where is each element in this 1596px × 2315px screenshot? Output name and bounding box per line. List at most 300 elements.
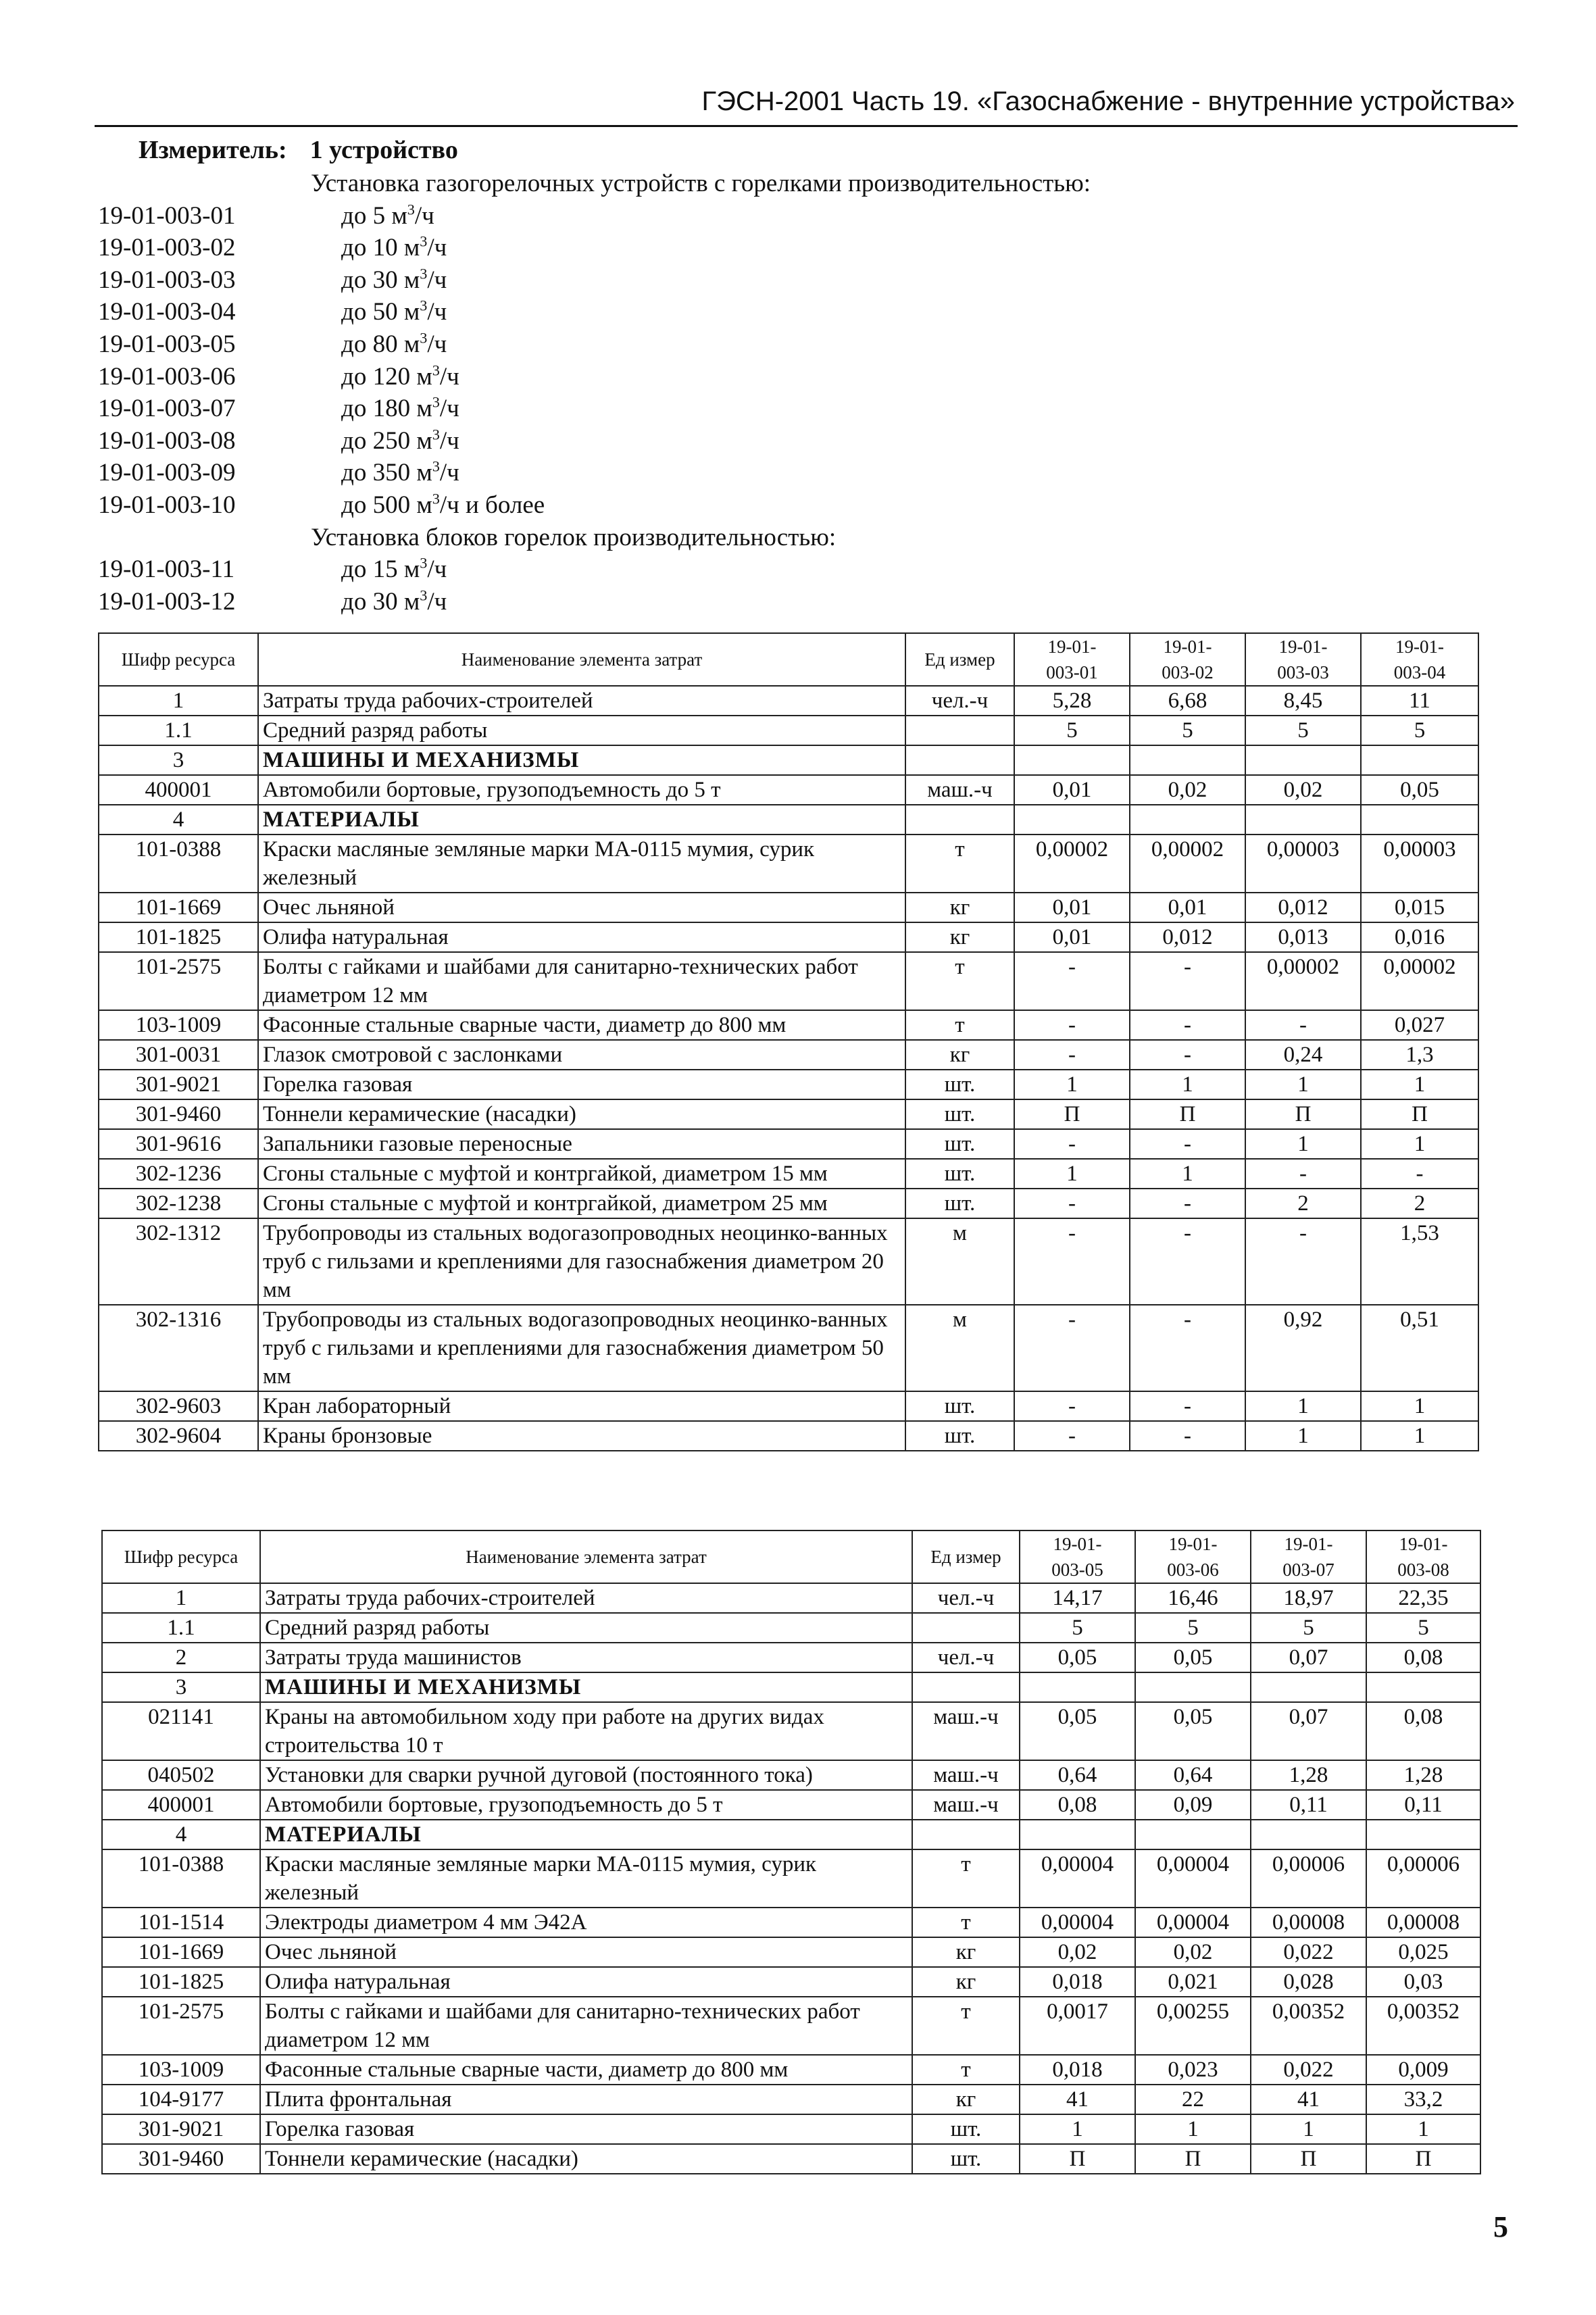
- cost-element-name-cell: Средний разряд работы: [258, 716, 905, 745]
- resource-code-cell: 3: [102, 1672, 260, 1702]
- norm-code: 19-01-003-12: [98, 587, 236, 616]
- resource-code-cell: 302-1236: [99, 1159, 258, 1189]
- resource-code-cell: 302-9603: [99, 1391, 258, 1421]
- cost-element-name-cell: Горелка газовая: [258, 1070, 905, 1099]
- unit-cell: шт.: [912, 2144, 1020, 2174]
- cost-element-name-cell: Трубопроводы из стальных водогазопроводных неоцинко-ванных труб с гильзами и креплениями для газоснабжения диаметром 50 мм: [258, 1305, 905, 1391]
- table-row: [99, 716, 1478, 745]
- norm-value-cell: 0,00004: [1135, 1849, 1251, 1908]
- norm-value-cell: 5,28: [1014, 686, 1130, 716]
- norm-value-cell: -: [1130, 1010, 1245, 1040]
- capacity-value: до 350 м: [341, 459, 432, 487]
- table-header-row: [99, 633, 1478, 686]
- norm-capacity: [341, 232, 447, 264]
- cost-element-name-cell: Тоннели керамические (насадки): [258, 1099, 905, 1129]
- column-header: Наименование элемента затрат: [258, 633, 905, 686]
- norm-value-cell: 0,013: [1245, 922, 1361, 952]
- norm-value-cell: 1: [1014, 1159, 1130, 1189]
- norm-capacity: [341, 586, 447, 618]
- meter-label: Измеритель:: [139, 136, 287, 164]
- cost-element-name-cell: Горелка газовая: [260, 2114, 912, 2144]
- norm-value-cell: 11: [1361, 686, 1478, 716]
- table-row: [99, 1391, 1478, 1421]
- cost-element-name-cell: Олифа натуральная: [258, 922, 905, 952]
- norm-value-cell: [1366, 1672, 1480, 1702]
- capacity-unit: /ч: [427, 330, 447, 358]
- unit-cell: кг: [912, 1937, 1020, 1967]
- norm-code: 19-01-003-03: [98, 266, 236, 294]
- table-row: [99, 1189, 1478, 1218]
- norm-code: 19-01-003-11: [98, 555, 235, 584]
- norm-value-cell: 0,64: [1020, 1760, 1135, 1790]
- norm-value-cell: 0,00002: [1014, 835, 1130, 893]
- norm-value-cell: -: [1130, 1305, 1245, 1391]
- column-header: 19-01- 003-04: [1361, 633, 1478, 686]
- table-row: [99, 1305, 1478, 1391]
- section-row: [102, 1820, 1480, 1849]
- cost-element-name-cell: Электроды диаметром 4 мм Э42А: [260, 1908, 912, 1937]
- capacity-exponent: 3: [432, 458, 440, 476]
- norm-value-cell: 16,46: [1135, 1583, 1251, 1613]
- norm-value-cell: 1: [1245, 1070, 1361, 1099]
- capacity-unit: /ч: [439, 395, 459, 423]
- norm-code: 19-01-003-08: [98, 426, 236, 455]
- cost-element-name-cell: Краны бронзовые: [258, 1421, 905, 1451]
- norm-value-cell: [1130, 745, 1245, 775]
- table-header-row: [102, 1530, 1480, 1583]
- norm-value-cell: -: [1130, 952, 1245, 1010]
- norm-value-cell: 0,09: [1135, 1790, 1251, 1820]
- capacity-value: до 5 м: [341, 201, 407, 230]
- table-row: [99, 893, 1478, 922]
- resource-code-cell: 101-2575: [99, 952, 258, 1010]
- cost-element-name-cell: Трубопроводы из стальных водогазопроводных неоцинко-ванных труб с гильзами и креплениями для газоснабжения диаметром 20 мм: [258, 1218, 905, 1305]
- norm-value-cell: [1251, 1820, 1366, 1849]
- cost-element-name-cell: Болты с гайками и шайбами для санитарно-технических работ диаметром 12 мм: [260, 1997, 912, 2055]
- norm-value-cell: -: [1130, 1421, 1245, 1451]
- unit-cell: т: [912, 2055, 1020, 2085]
- unit-cell: шт.: [905, 1129, 1014, 1159]
- capacity-value: до 30 м: [341, 266, 420, 294]
- norm-value-cell: 0,00002: [1361, 952, 1478, 1010]
- capacity-exponent: 3: [432, 490, 440, 507]
- page-header-title: ГЭСН-2001 Часть 19. «Газоснабжение - внутренние устройства»: [701, 86, 1515, 116]
- unit-cell: шт.: [905, 1159, 1014, 1189]
- resource-code-cell: 021141: [102, 1702, 260, 1760]
- cost-element-name-cell: Плита фронтальная: [260, 2085, 912, 2114]
- norm-value-cell: [1020, 1672, 1135, 1702]
- norm-value-cell: -: [1361, 1159, 1478, 1189]
- norm-value-cell: 1: [1251, 2114, 1366, 2144]
- table-row: [99, 1040, 1478, 1070]
- norm-value-cell: 0,016: [1361, 922, 1478, 952]
- unit-cell: шт.: [905, 1070, 1014, 1099]
- resource-code-cell: 101-1825: [102, 1967, 260, 1997]
- norm-value-cell: 0,00002: [1245, 952, 1361, 1010]
- norm-value-cell: 1,53: [1361, 1218, 1478, 1305]
- norm-value-cell: П: [1245, 1099, 1361, 1129]
- norm-value-cell: -: [1014, 1189, 1130, 1218]
- capacity-exponent: 3: [407, 201, 415, 218]
- table-row: [102, 1967, 1480, 1997]
- unit-cell: шт.: [905, 1391, 1014, 1421]
- norm-value-cell: -: [1130, 1189, 1245, 1218]
- capacity-value: до 50 м: [341, 298, 420, 326]
- norm-code: 19-01-003-04: [98, 298, 236, 326]
- capacity-unit: /ч и более: [439, 491, 545, 519]
- resource-code-cell: 4: [102, 1820, 260, 1849]
- table-row: [99, 1070, 1478, 1099]
- norm-value-cell: 1: [1361, 1391, 1478, 1421]
- resource-code-cell: 101-2575: [102, 1997, 260, 2055]
- column-header: 19-01- 003-07: [1251, 1530, 1366, 1583]
- norm-value-cell: 1: [1361, 1129, 1478, 1159]
- table-row: [99, 1010, 1478, 1040]
- capacity-exponent: 3: [420, 329, 428, 347]
- norm-value-cell: 5: [1014, 716, 1130, 745]
- cost-element-name-cell: Болты с гайками и шайбами для санитарно-технических работ диаметром 12 мм: [258, 952, 905, 1010]
- capacity-exponent: 3: [432, 426, 440, 443]
- unit-cell: т: [905, 835, 1014, 893]
- unit-cell: [905, 805, 1014, 835]
- norm-value-cell: 0,021: [1135, 1967, 1251, 1997]
- norm-value-cell: 1: [1130, 1159, 1245, 1189]
- norm-value-cell: П: [1130, 1099, 1245, 1129]
- capacity-exponent: 3: [420, 232, 428, 250]
- capacity-unit: /ч: [427, 587, 447, 616]
- norm-value-cell: 0,05: [1020, 1702, 1135, 1760]
- table-row: [99, 1099, 1478, 1129]
- norm-value-cell: П: [1014, 1099, 1130, 1129]
- unit-cell: маш.-ч: [912, 1760, 1020, 1790]
- norm-value-cell: 0,00003: [1245, 835, 1361, 893]
- norm-value-cell: 5: [1251, 1613, 1366, 1643]
- capacity-unit: /ч: [427, 234, 447, 262]
- norm-value-cell: 1,3: [1361, 1040, 1478, 1070]
- norm-value-cell: 0,00006: [1251, 1849, 1366, 1908]
- norm-value-cell: П: [1020, 2144, 1135, 2174]
- cost-element-name-cell: Установки для сварки ручной дуговой (постоянного тока): [260, 1760, 912, 1790]
- norm-value-cell: 1: [1135, 2114, 1251, 2144]
- norm-value-cell: -: [1245, 1010, 1361, 1040]
- capacity-value: до 80 м: [341, 330, 420, 358]
- norm-value-cell: 0,07: [1251, 1702, 1366, 1760]
- unit-cell: чел.-ч: [912, 1583, 1020, 1613]
- unit-cell: шт.: [905, 1421, 1014, 1451]
- capacity-exponent: 3: [432, 362, 440, 379]
- norm-value-cell: 41: [1020, 2085, 1135, 2114]
- norm-value-cell: -: [1014, 1010, 1130, 1040]
- cost-element-name-cell: Затраты труда рабочих-строителей: [260, 1583, 912, 1613]
- norm-value-cell: 0,00006: [1366, 1849, 1480, 1908]
- norm-value-cell: [1135, 1820, 1251, 1849]
- cost-element-name-cell: Затраты труда рабочих-строителей: [258, 686, 905, 716]
- norm-value-cell: -: [1130, 1040, 1245, 1070]
- resource-code-cell: 040502: [102, 1760, 260, 1790]
- norm-value-cell: 0,24: [1245, 1040, 1361, 1070]
- norm-capacity: [341, 457, 459, 489]
- unit-cell: м: [905, 1305, 1014, 1391]
- table-row: [99, 922, 1478, 952]
- cost-element-name-cell: Краски масляные земляные марки МА-0115 мумия, сурик железный: [258, 835, 905, 893]
- resource-code-cell: 4: [99, 805, 258, 835]
- norm-value-cell: 0,01: [1014, 775, 1130, 805]
- norm-value-cell: 0,64: [1135, 1760, 1251, 1790]
- norm-value-cell: 0,00008: [1251, 1908, 1366, 1937]
- norm-code: 19-01-003-06: [98, 362, 236, 391]
- norm-value-cell: -: [1130, 1129, 1245, 1159]
- norm-value-cell: 0,015: [1361, 893, 1478, 922]
- norm-value-cell: [1361, 745, 1478, 775]
- capacity-value: до 15 м: [341, 555, 420, 584]
- column-header: 19-01- 003-08: [1366, 1530, 1480, 1583]
- capacity-exponent: 3: [432, 393, 440, 411]
- norm-value-cell: 0,05: [1135, 1643, 1251, 1672]
- norm-value-cell: П: [1361, 1099, 1478, 1129]
- norm-value-cell: 0,025: [1366, 1937, 1480, 1967]
- table-row: [102, 2144, 1480, 2174]
- cost-element-name-cell: Средний разряд работы: [260, 1613, 912, 1643]
- resource-code-cell: 1: [102, 1583, 260, 1613]
- table-row: [99, 1159, 1478, 1189]
- norm-value-cell: 0,00352: [1251, 1997, 1366, 2055]
- unit-cell: т: [905, 952, 1014, 1010]
- cost-element-name-cell: Очес льняной: [260, 1937, 912, 1967]
- cost-element-name-cell: Глазок смотровой с заслонками: [258, 1040, 905, 1070]
- capacity-unit: /ч: [414, 201, 434, 230]
- norm-capacity: [341, 328, 447, 361]
- resource-code-cell: 301-0031: [99, 1040, 258, 1070]
- unit-cell: чел.-ч: [905, 686, 1014, 716]
- norm-value-cell: 18,97: [1251, 1583, 1366, 1613]
- norm-value-cell: 0,009: [1366, 2055, 1480, 2085]
- norm-value-cell: [1245, 745, 1361, 775]
- resource-code-cell: 103-1009: [102, 2055, 260, 2085]
- unit-cell: [912, 1613, 1020, 1643]
- norm-capacity: [341, 200, 434, 232]
- norm-value-cell: 6,68: [1130, 686, 1245, 716]
- norm-value-cell: 14,17: [1020, 1583, 1135, 1613]
- table-row: [102, 1613, 1480, 1643]
- norm-capacity: [341, 393, 459, 425]
- resource-code-cell: 301-9460: [102, 2144, 260, 2174]
- resource-code-cell: 101-1669: [99, 893, 258, 922]
- norm-value-cell: 1: [1245, 1391, 1361, 1421]
- norm-value-cell: -: [1014, 1391, 1130, 1421]
- norm-value-cell: [1014, 745, 1130, 775]
- unit-cell: т: [912, 1908, 1020, 1937]
- unit-cell: маш.-ч: [905, 775, 1014, 805]
- cost-element-name-cell: МАТЕРИАЛЫ: [260, 1820, 912, 1849]
- norm-value-cell: 0,022: [1251, 1937, 1366, 1967]
- cost-element-name-cell: Автомобили бортовые, грузоподъемность до 5 т: [258, 775, 905, 805]
- section-row: [99, 745, 1478, 775]
- unit-cell: [912, 1672, 1020, 1702]
- norm-value-cell: 0,03: [1366, 1967, 1480, 1997]
- norm-value-cell: 0,08: [1366, 1702, 1480, 1760]
- norm-value-cell: 0,023: [1135, 2055, 1251, 2085]
- norm-value-cell: 0,027: [1361, 1010, 1478, 1040]
- norm-value-cell: 0,0017: [1020, 1997, 1135, 2055]
- capacity-value: до 10 м: [341, 234, 420, 262]
- norm-value-cell: 0,07: [1251, 1643, 1366, 1672]
- table-row: [102, 1643, 1480, 1672]
- norm-value-cell: 0,00004: [1020, 1849, 1135, 1908]
- table-row: [99, 1129, 1478, 1159]
- table-row: [102, 1997, 1480, 2055]
- norm-code: 19-01-003-01: [98, 201, 236, 230]
- resource-code-cell: 3: [99, 745, 258, 775]
- resource-code-cell: 1.1: [102, 1613, 260, 1643]
- norm-value-cell: 5: [1020, 1613, 1135, 1643]
- capacity-value: до 120 м: [341, 362, 432, 391]
- norm-value-cell: 0,00255: [1135, 1997, 1251, 2055]
- column-header: 19-01- 003-06: [1135, 1530, 1251, 1583]
- norm-value-cell: 1: [1020, 2114, 1135, 2144]
- norm-value-cell: 5: [1135, 1613, 1251, 1643]
- norm-value-cell: 0,00004: [1135, 1908, 1251, 1937]
- cost-element-name-cell: Краны на автомобильном ходу при работе на других видах строительства 10 т: [260, 1702, 912, 1760]
- norm-value-cell: [1130, 805, 1245, 835]
- norm-value-cell: 0,00003: [1361, 835, 1478, 893]
- meter-value: 1 устройство: [309, 136, 458, 164]
- norm-value-cell: 8,45: [1245, 686, 1361, 716]
- norm-value-cell: 1,28: [1251, 1760, 1366, 1790]
- norm-capacity: [341, 489, 545, 522]
- table-row: [102, 1937, 1480, 1967]
- capacity-exponent: 3: [420, 297, 428, 315]
- norm-value-cell: 0,022: [1251, 2055, 1366, 2085]
- table-row: [99, 835, 1478, 893]
- cost-element-name-cell: Тоннели керамические (насадки): [260, 2144, 912, 2174]
- capacity-unit: /ч: [427, 266, 447, 294]
- resource-code-cell: 301-9021: [99, 1070, 258, 1099]
- norm-value-cell: 0,51: [1361, 1305, 1478, 1391]
- resource-code-cell: 101-1514: [102, 1908, 260, 1937]
- norm-value-cell: 2: [1245, 1189, 1361, 1218]
- resource-code-cell: 400001: [99, 775, 258, 805]
- table-row: [102, 1908, 1480, 1937]
- column-header: 19-01- 003-03: [1245, 633, 1361, 686]
- norm-value-cell: -: [1014, 1421, 1130, 1451]
- norm-value-cell: 0,08: [1020, 1790, 1135, 1820]
- norm-value-cell: 33,2: [1366, 2085, 1480, 2114]
- resource-code-cell: 101-1825: [99, 922, 258, 952]
- resource-code-cell: 302-9604: [99, 1421, 258, 1451]
- norm-value-cell: [1135, 1672, 1251, 1702]
- norm-value-cell: 0,05: [1361, 775, 1478, 805]
- unit-cell: [905, 745, 1014, 775]
- cost-element-name-cell: Очес льняной: [258, 893, 905, 922]
- norm-value-cell: 41: [1251, 2085, 1366, 2114]
- norm-value-cell: -: [1014, 1129, 1130, 1159]
- column-header: Ед измер: [905, 633, 1014, 686]
- norm-value-cell: 0,00004: [1020, 1908, 1135, 1937]
- page-number: 5: [1493, 2210, 1508, 2243]
- unit-cell: [905, 716, 1014, 745]
- unit-cell: кг: [912, 1967, 1020, 1997]
- table-row: [102, 1790, 1480, 1820]
- norm-value-cell: 0,11: [1251, 1790, 1366, 1820]
- cost-element-name-cell: МАШИНЫ И МЕХАНИЗМЫ: [260, 1672, 912, 1702]
- norm-value-cell: 0,00352: [1366, 1997, 1480, 2055]
- resource-code-cell: 104-9177: [102, 2085, 260, 2114]
- norm-value-cell: [1251, 1672, 1366, 1702]
- norm-value-cell: 0,018: [1020, 1967, 1135, 1997]
- norm-code: 19-01-003-10: [98, 491, 236, 519]
- resource-code-cell: 2: [102, 1643, 260, 1672]
- table-row: [99, 686, 1478, 716]
- resource-code-cell: 101-1669: [102, 1937, 260, 1967]
- norm-value-cell: [1245, 805, 1361, 835]
- norm-value-cell: -: [1130, 1218, 1245, 1305]
- table-row: [102, 2114, 1480, 2144]
- norm-value-cell: 0,02: [1020, 1937, 1135, 1967]
- cost-element-name-cell: Сгоны стальные с муфтой и контргайкой, диаметром 25 мм: [258, 1189, 905, 1218]
- norm-value-cell: 1: [1245, 1129, 1361, 1159]
- table-row: [99, 1421, 1478, 1451]
- resource-code-cell: 400001: [102, 1790, 260, 1820]
- column-header: Наименование элемента затрат: [260, 1530, 912, 1583]
- norm-value-cell: 22,35: [1366, 1583, 1480, 1613]
- cost-element-name-cell: Запальники газовые переносные: [258, 1129, 905, 1159]
- norm-value-cell: 0,028: [1251, 1967, 1366, 1997]
- resource-code-cell: 302-1312: [99, 1218, 258, 1305]
- norm-code: 19-01-003-05: [98, 330, 236, 358]
- norm-value-cell: -: [1014, 1218, 1130, 1305]
- cost-element-name-cell: МАШИНЫ И МЕХАНИЗМЫ: [258, 745, 905, 775]
- norm-value-cell: П: [1135, 2144, 1251, 2174]
- resource-code-cell: 301-9616: [99, 1129, 258, 1159]
- norm-value-cell: 0,05: [1020, 1643, 1135, 1672]
- norm-value-cell: 5: [1361, 716, 1478, 745]
- cost-element-name-cell: Краски масляные земляные марки МА-0115 мумия, сурик железный: [260, 1849, 912, 1908]
- unit-cell: м: [905, 1218, 1014, 1305]
- column-header: Ед измер: [912, 1530, 1020, 1583]
- norm-value-cell: 0,01: [1130, 893, 1245, 922]
- norm-value-cell: 0,08: [1366, 1643, 1480, 1672]
- unit-cell: т: [912, 1849, 1020, 1908]
- norm-capacity: [341, 553, 447, 586]
- norm-value-cell: П: [1366, 2144, 1480, 2174]
- resource-code-cell: 101-0388: [99, 835, 258, 893]
- capacity-unit: /ч: [439, 362, 459, 391]
- norm-code: 19-01-003-02: [98, 234, 236, 262]
- section-row: [102, 1672, 1480, 1702]
- resource-table-2: [101, 1530, 1481, 2174]
- norm-value-cell: 1,28: [1366, 1760, 1480, 1790]
- norm-value-cell: -: [1014, 1305, 1130, 1391]
- resource-code-cell: 1: [99, 686, 258, 716]
- capacity-value: до 250 м: [341, 426, 432, 455]
- norm-value-cell: [1014, 805, 1130, 835]
- norm-value-cell: -: [1245, 1218, 1361, 1305]
- resource-code-cell: 302-1316: [99, 1305, 258, 1391]
- norm-value-cell: 1: [1130, 1070, 1245, 1099]
- cost-element-name-cell: МАТЕРИАЛЫ: [258, 805, 905, 835]
- capacity-value: до 30 м: [341, 587, 420, 616]
- section-row: [99, 805, 1478, 835]
- norm-value-cell: -: [1014, 1040, 1130, 1070]
- norm-value-cell: 0,92: [1245, 1305, 1361, 1391]
- resource-code-cell: 101-0388: [102, 1849, 260, 1908]
- norm-capacity: [341, 425, 459, 457]
- resource-code-cell: 302-1238: [99, 1189, 258, 1218]
- capacity-unit: /ч: [439, 426, 459, 455]
- norm-value-cell: 1: [1361, 1421, 1478, 1451]
- norm-value-cell: -: [1014, 952, 1130, 1010]
- column-header: Шифр ресурса: [102, 1530, 260, 1583]
